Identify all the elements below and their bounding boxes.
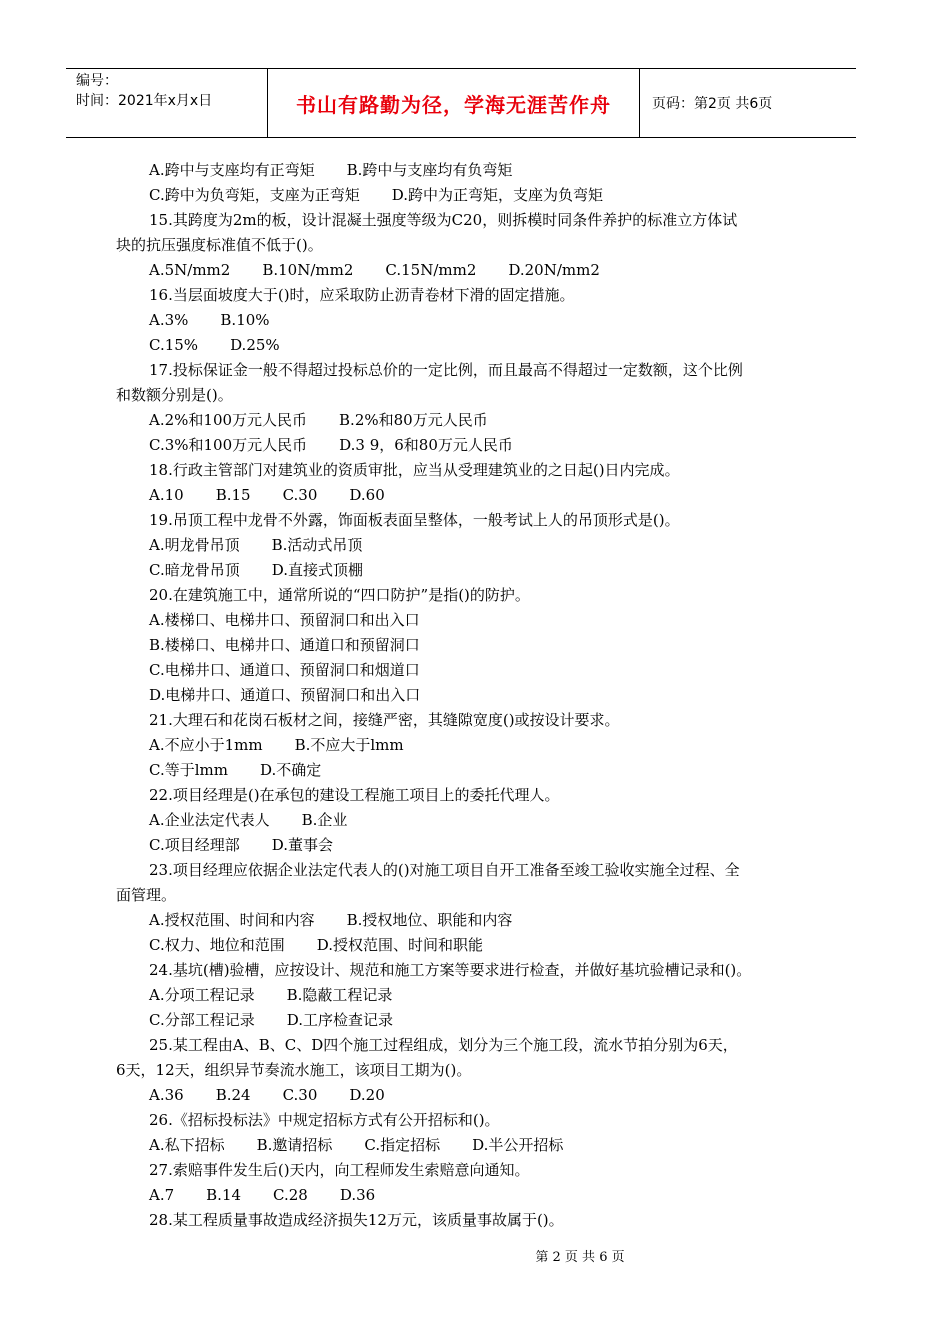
option: C.3%和100万元人民币 — [149, 436, 308, 454]
option: C.项目经理部 — [149, 836, 240, 854]
option-line — [149, 435, 513, 455]
option: A.5N/mm2 — [149, 261, 231, 279]
option: B.2%和80万元人民币 — [339, 411, 488, 429]
question-17: 17.投标保证金一般不得超过投标总价的一定比例，而且最高不得超过一定数额，这个比例 — [149, 361, 743, 379]
question-26: 26.《招标投标法》中规定招标方式有公开招标和()。 — [149, 1111, 500, 1129]
page-footer: 第 2 页 共 6 页 — [535, 1250, 625, 1265]
option: A.不应小于1mm — [149, 736, 263, 754]
question-24: 24.基坑(槽)验槽，应按设计、规范和施工方案等要求进行检查，并做好基坑验槽记录和()。 — [149, 961, 752, 979]
option: C.15% — [149, 336, 199, 354]
option: C.等于lmm — [149, 761, 228, 779]
option: C.28 — [273, 1186, 308, 1204]
date-label: 时间：2021年x月x日 — [76, 93, 213, 109]
option: A.7 — [149, 1186, 175, 1204]
option: B.跨中与支座均有负弯矩 — [346, 161, 513, 179]
header-meta — [76, 71, 212, 111]
option-line — [149, 810, 347, 830]
option-line — [149, 335, 280, 355]
option: A.明龙骨吊顶 — [149, 536, 240, 554]
option: B.企业 — [301, 811, 348, 829]
option: A.楼梯口、电梯井口、预留洞口和出入口 — [149, 611, 420, 629]
option: C.30 — [282, 1086, 318, 1104]
option: B.10N/mm2 — [262, 261, 354, 279]
option-line — [149, 1085, 385, 1105]
option: B.14 — [206, 1186, 242, 1204]
option-line — [149, 735, 404, 755]
option: D.跨中为正弯矩，支座为负弯矩 — [391, 186, 603, 204]
option: A.企业法定代表人 — [149, 811, 270, 829]
question-15: 15.其跨度为2m的板，设计混凝土强度等级为C20，则拆模时同条件养护的标准立方体试 — [149, 211, 738, 229]
option: D.60 — [349, 486, 385, 504]
option: B.24 — [215, 1086, 251, 1104]
option: B.不应大于lmm — [294, 736, 404, 754]
option: B.15 — [215, 486, 251, 504]
option-line — [149, 260, 600, 280]
option-line — [149, 560, 363, 580]
header-divider — [639, 69, 640, 137]
option: D.工序检查记录 — [286, 1011, 393, 1029]
option: B.活动式吊顶 — [271, 536, 363, 554]
question-27: 27.索赔事件发生后()天内，向工程师发生索赔意向通知。 — [149, 1161, 530, 1179]
question-22: 22.项目经理是()在承包的建设工程施工项目上的委托代理人。 — [149, 786, 560, 804]
option: B.邀请招标 — [256, 1136, 333, 1154]
question-23-continued: 面管理。 — [116, 886, 177, 904]
option: C.暗龙骨吊顶 — [149, 561, 240, 579]
question-16: 16.当层面坡度大于()时，应采取防止沥青卷材下滑的固定措施。 — [149, 286, 575, 304]
option-line — [149, 1185, 375, 1205]
option: C.分部工程记录 — [149, 1011, 255, 1029]
option-line — [149, 535, 362, 555]
header-motto: 书山有路勤为径，学海无涯苦作舟 — [296, 92, 611, 117]
option: B.楼梯口、电梯井口、通道口和预留洞口 — [149, 636, 420, 654]
option: A.2%和100万元人民币 — [149, 411, 308, 429]
option: D.直接式顶棚 — [271, 561, 363, 579]
option-line — [149, 985, 392, 1005]
page-indicator: 页码：第2页 共6页 — [652, 96, 773, 112]
option: B.授权地位、职能和内容 — [346, 911, 513, 929]
question-19: 19.吊顶工程中龙骨不外露，饰面板表面呈整体，一般考试上人的吊顶形式是()。 — [149, 511, 680, 529]
question-18: 18.行政主管部门对建筑业的资质审批，应当从受理建筑业的之日起()日内完成。 — [149, 461, 680, 479]
option: B.10% — [220, 311, 270, 329]
option: B.隐蔽工程记录 — [286, 986, 393, 1004]
option: A.私下招标 — [149, 1136, 225, 1154]
option: D.36 — [339, 1186, 376, 1204]
option: C.30 — [282, 486, 318, 504]
option: C.跨中为负弯矩，支座为正弯矩 — [149, 186, 360, 204]
option: A.3% — [149, 311, 189, 329]
option: C.15N/mm2 — [385, 261, 477, 279]
option: D.20 — [349, 1086, 385, 1104]
option-line — [149, 185, 603, 205]
option: D.董事会 — [271, 836, 333, 854]
option: C.电梯井口、通道口、预留洞口和烟道口 — [149, 661, 420, 679]
option-line — [149, 760, 321, 780]
option: D.半公开招标 — [472, 1136, 564, 1154]
option: A.授权范围、时间和内容 — [149, 911, 315, 929]
question-28: 28.某工程质量事故造成经济损失12万元，该质量事故属于()。 — [149, 1211, 564, 1229]
option: A.10 — [149, 486, 184, 504]
option: D.不确定 — [259, 761, 322, 779]
option-line — [149, 935, 483, 955]
option: C.指定招标 — [364, 1136, 441, 1154]
option-line — [149, 1135, 563, 1155]
option-line — [149, 160, 512, 180]
option: D.3 9，6和80万元人民币 — [339, 436, 513, 454]
option: D.20N/mm2 — [508, 261, 600, 279]
question-21: 21.大理石和花岗石板材之间，接缝严密，其缝隙宽度()或按设计要求。 — [149, 711, 620, 729]
option: C.权力、地位和范围 — [149, 936, 285, 954]
option: A.跨中与支座均有正弯矩 — [149, 161, 315, 179]
option: A.分项工程记录 — [149, 986, 255, 1004]
option-line — [149, 485, 385, 505]
option: D.授权范围、时间和职能 — [316, 936, 483, 954]
option-line — [149, 410, 488, 430]
option-line — [149, 1010, 393, 1030]
number-label: 编号： — [76, 73, 118, 89]
question-17-continued: 和数额分别是()。 — [116, 386, 233, 404]
question-20: 20.在建筑施工中，通常所说的“四口防护”是指()的防护。 — [149, 586, 530, 604]
question-15-continued: 块的抗压强度标准值不低于()。 — [116, 236, 323, 254]
question-23: 23.项目经理应依据企业法定代表人的()对施工项目自开工准备至竣工验收实施全过程、全 — [149, 861, 740, 879]
option-line — [149, 310, 270, 330]
question-25-continued: 6天，12天，组织异节奏流水施工，该项目工期为()。 — [116, 1061, 472, 1079]
option: A.36 — [149, 1086, 184, 1104]
option-line — [149, 835, 333, 855]
page-header — [66, 68, 856, 138]
option: D.25% — [230, 336, 280, 354]
question-25: 25.某工程由A、B、C、D四个施工过程组成，划分为三个施工段，流水节拍分别为6天， — [149, 1036, 738, 1054]
option-line — [149, 910, 512, 930]
option: D.电梯井口、通道口、预留洞口和出入口 — [149, 686, 421, 704]
